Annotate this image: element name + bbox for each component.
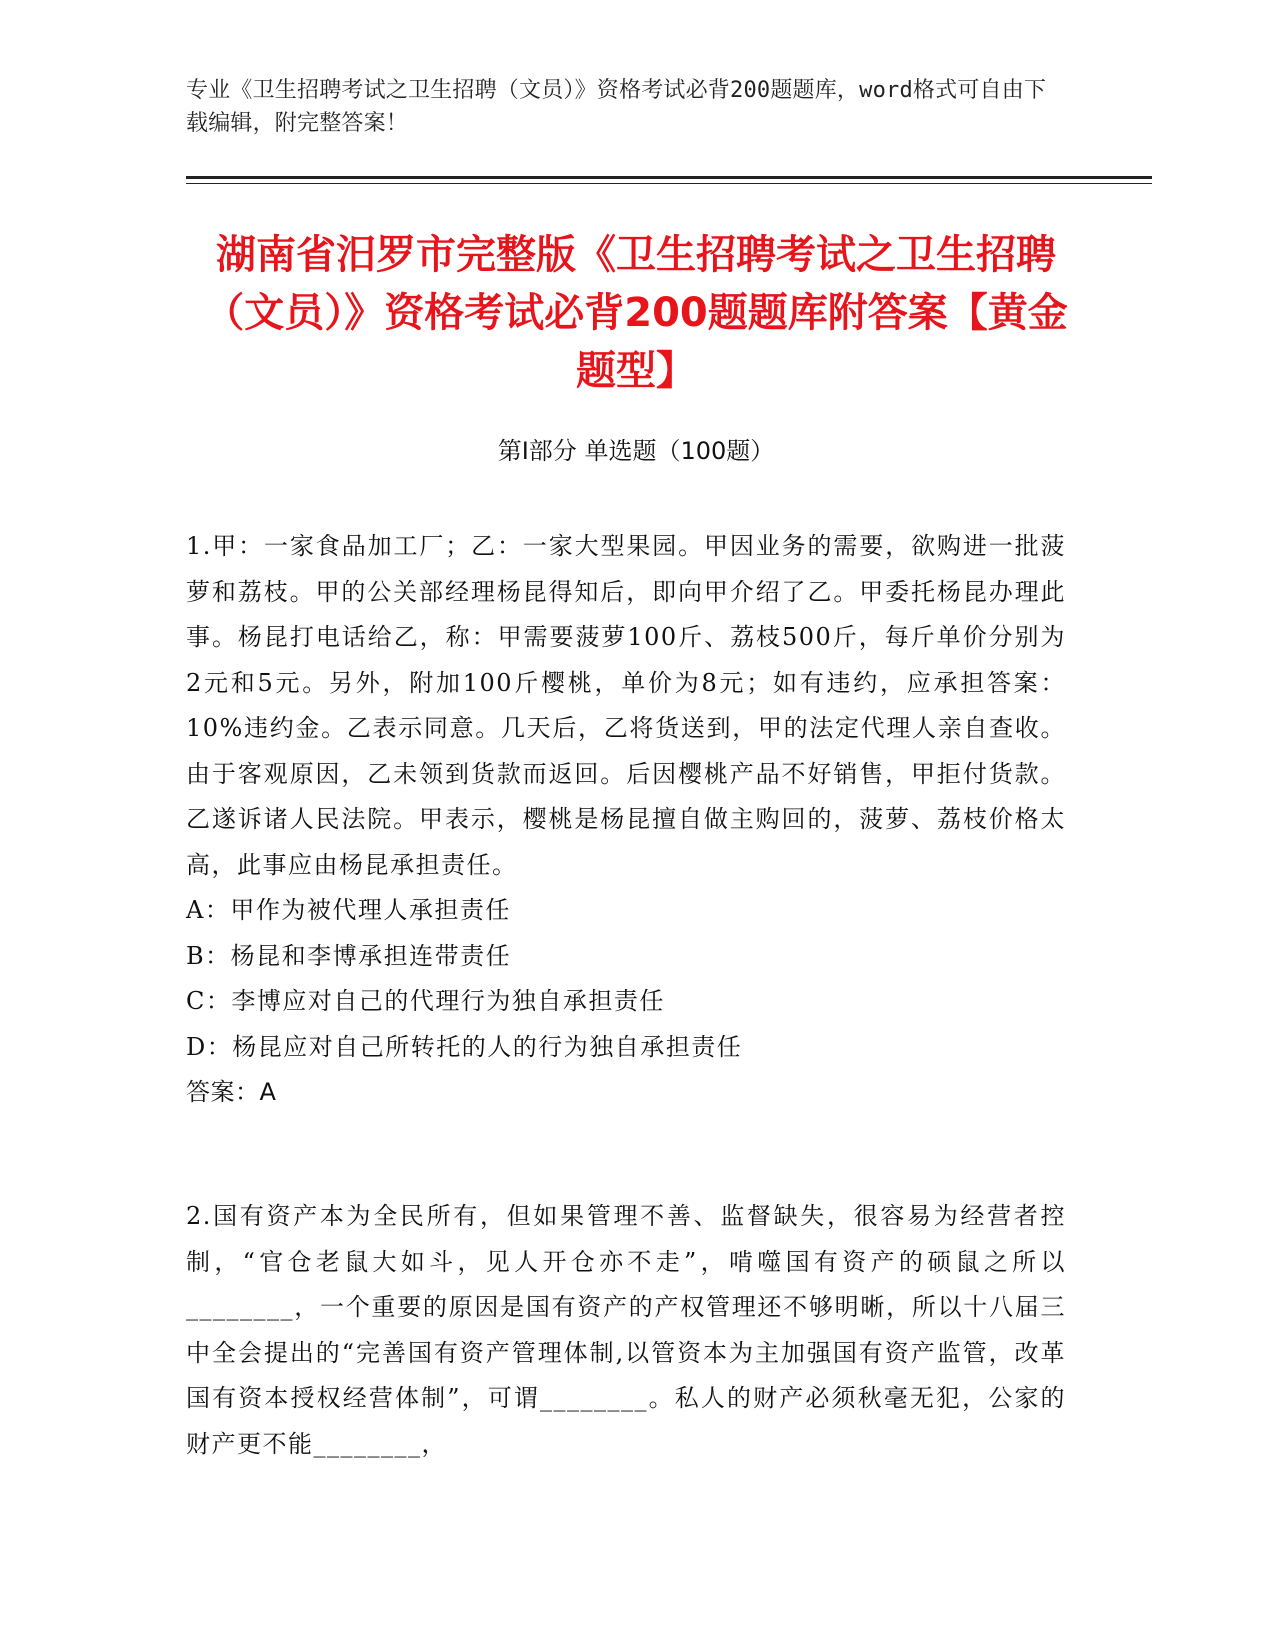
question-1	[186, 524, 1066, 1116]
question-1-option-a: A：甲作为被代理人承担责任	[186, 896, 511, 924]
question-1-option-b: B：杨昆和李博承担连带责任	[186, 941, 512, 970]
section-heading: 第I部分 单选题（100题）	[497, 437, 775, 465]
header-rule-thick	[186, 176, 1152, 179]
question-1-text: 1.甲：一家食品加工厂；乙：一家大型果园。甲因业务的需要，欲购进一批菠萝和荔枝。甲的公关部经理杨昆得知后，即向甲介绍了乙。甲委托杨昆办理此事。杨昆打电话给乙，称：甲需要菠萝100斤、荔枝500斤，每斤单价分别为2元和5元。另外，附加100斤樱桃，单价为8元；如有违约，应承担答案：10%违约金。乙表示同意。几天后，乙将货送到，甲的法定代理人亲自查收。由于客观原因，乙未领到货款而返回。后因樱桃产品不好销售，甲拒付货款。乙遂诉诸人民法院。甲表示，樱桃是杨昆擅自做主购回的，菠萝、荔枝价格太高，此事应由杨昆承担责任。	[186, 532, 1066, 879]
question-1-answer: 答案：A	[186, 1078, 277, 1106]
header-note: 专业《卫生招聘考试之卫生招聘（文员）》资格考试必背200题题库，word格式可自由下载编辑，附完整答案！	[186, 78, 1047, 136]
question-2-text: 2.国有资产本为全民所有，但如果管理不善、监督缺失，很容易为经营者控制，“官仓老鼠大如斗，见人开仓亦不走”，啃噬国有资产的硕鼠之所以________，一个重要的原因是国有资产的产权管理还不够明晰，所以十八届三中全会提出的“完善国有资产管理体制,以管资本为主加强国有资产监管，改革国有资本授权经营体制”，可谓________。私人的财产必须秋毫无犯，公家的财产更不能________，	[186, 1202, 1066, 1458]
question-1-option-d: D：杨昆应对自己所转托的人的行为独自承担责任	[186, 1032, 743, 1061]
header-rule-thin	[186, 183, 1152, 184]
question-2	[186, 1194, 1066, 1467]
document-title: 湖南省汨罗市完整版《卫生招聘考试之卫生招聘（文员）》资格考试必背200题题库附答案【黄金题型】	[204, 232, 1068, 394]
question-1-option-c: C：李博应对自己的代理行为独自承担责任	[186, 987, 665, 1015]
